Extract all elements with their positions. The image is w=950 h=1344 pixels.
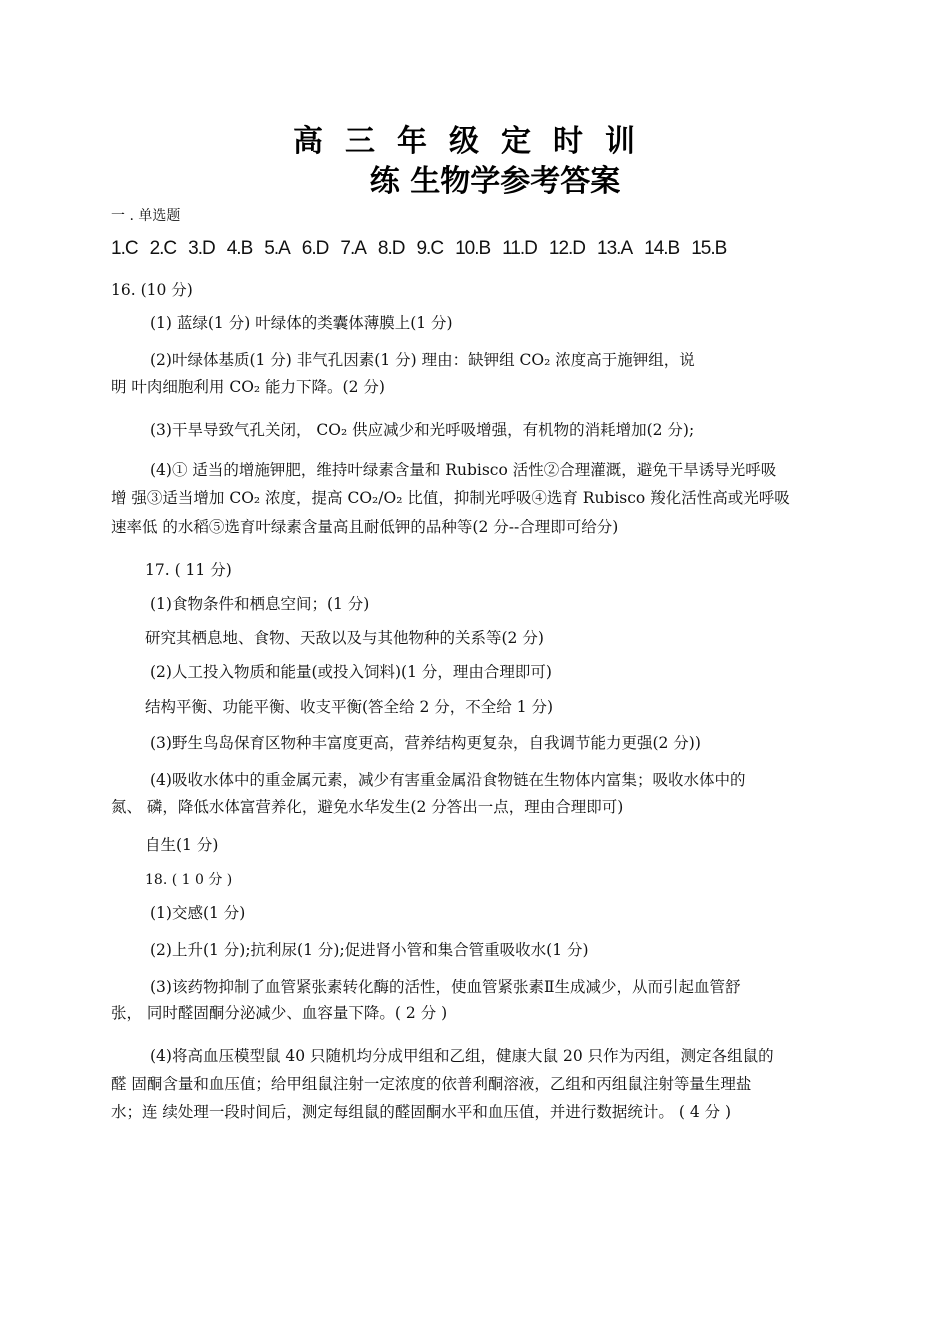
q16-line-4b: 增 强③适当增加 CO₂ 浓度，提高 CO₂/O₂ 比值，抑制光呼吸④选育 Rubisco 羧化活性高或光呼吸	[111, 489, 790, 507]
answer-item: 14.B	[644, 238, 680, 259]
q16-line-1: (1) 蓝绿(1 分) 叶绿体的类囊体薄膜上(1 分)	[150, 314, 453, 332]
q17-line-6a: (4)吸收水体中的重金属元素，减少有害重金属沿食物链在生物体内富集；吸收水体中的	[150, 771, 746, 789]
answer-item: 6.D	[301, 238, 329, 259]
q16-line-4a: (4)① 适当的增施钾肥，维持叶绿素含量和 Rubisco 活性②合理灌溉，避免干旱诱导光呼吸	[150, 461, 777, 479]
q18-line-4a: (4)将高血压模型鼠 40 只随机均分成甲组和乙组，健康大鼠 20 只作为丙组，测定各组鼠的	[150, 1047, 774, 1065]
section-heading-single-choice: 一 . 单选题	[111, 208, 181, 224]
answer-item: 1.C	[111, 238, 138, 259]
answer-item: 11.D	[502, 238, 537, 259]
answer-list	[111, 238, 871, 260]
page-title-line2: 练 生物学参考答案	[369, 164, 621, 199]
q18-line-4b: 醛 固酮含量和血压值；给甲组鼠注射一定浓度的依普利酮溶液，乙组和丙组鼠注射等量生理盐	[111, 1075, 752, 1093]
answer-item: 5.A	[264, 238, 290, 259]
q17-line-3: (2)人工投入物质和能量(或投入饲料)(1 分，理由合理即可)	[150, 663, 552, 681]
q17-line-4: 结构平衡、功能平衡、收支平衡(答全给 2 分，不全给 1 分)	[145, 698, 554, 716]
q17-line-6b: 氮、 磷，降低水体富营养化，避免水华发生(2 分答出一点，理由合理即可)	[111, 798, 624, 816]
answer-item: 15.B	[691, 238, 727, 259]
answer-item: 7.A	[340, 238, 366, 259]
q16-heading: 16. (10 分)	[111, 281, 193, 299]
answer-item: 10.B	[455, 238, 491, 259]
q17-line-2: 研究其栖息地、食物、天敌以及与其他物种的关系等(2 分)	[145, 629, 544, 647]
q18-heading: 18. ( 1 0 分 )	[145, 872, 233, 888]
q17-line-5: (3)野生鸟岛保育区物种丰富度更高，营养结构更复杂，自我调节能力更强(2 分))	[150, 734, 701, 752]
answer-item: 3.D	[188, 238, 215, 259]
q16-line-2a: (2)叶绿体基质(1 分) 非气孔因素(1 分) 理由：缺钾组 CO₂ 浓度高于施钾组，说	[150, 351, 695, 369]
answer-item: 13.A	[597, 238, 633, 259]
q17-heading: 17. ( 11 分)	[145, 561, 232, 579]
answer-item: 12.D	[548, 238, 586, 259]
q16-line-3: (3)干旱导致气孔关闭， CO₂ 供应减少和光呼吸增强，有机物的消耗增加(2 分);	[150, 421, 695, 439]
q17-line-7: 自生(1 分)	[145, 836, 219, 854]
q16-line-4c: 速率低 的水稻⑤选育叶绿素含量高且耐低钾的品种等(2 分--合理即可给分)	[111, 518, 619, 536]
answer-item: 4.B	[226, 238, 253, 259]
page-title-line1: 高三年级定时训	[293, 124, 657, 159]
q18-line-3a: (3)该药物抑制了血管紧张素转化酶的活性，使血管紧张素Ⅱ生成减少，从而引起血管舒	[150, 978, 741, 996]
q16-line-2b: 明 叶肉细胞利用 CO₂ 能力下降。(2 分)	[111, 378, 385, 396]
q18-line-2: (2)上升(1 分);抗利尿(1 分);促进肾小管和集合管重吸收水(1 分)	[150, 941, 589, 959]
q18-line-3b: 张， 同时醛固酮分泌减少、血容量下降。( 2 分 )	[111, 1004, 448, 1022]
q17-line-1: (1)食物条件和栖息空间；(1 分)	[150, 595, 370, 613]
q18-line-4c: 水；连 续处理一段时间后，测定每组鼠的醛固酮水平和血压值，并进行数据统计。 ( 4 分 )	[111, 1103, 732, 1121]
answer-item: 9.C	[416, 238, 444, 259]
answer-item: 8.D	[377, 238, 405, 259]
answer-item: 2.C	[149, 238, 177, 259]
q18-line-1: (1)交感(1 分)	[150, 904, 246, 922]
